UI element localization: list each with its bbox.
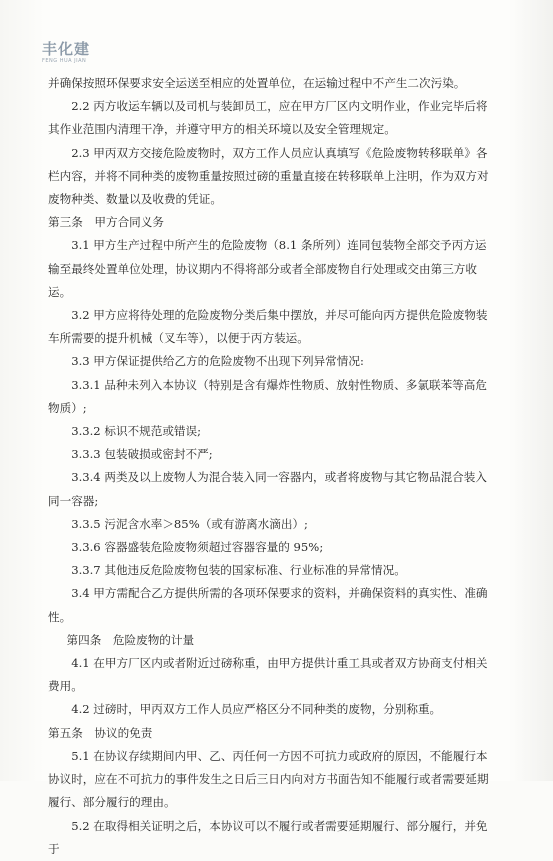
paragraph: 2.3 甲丙双方交接危险废物时，双方工作人员应认真填写《危险废物转移联单》各栏内容，并将不同种类的废物重量按照过磅的重量直接在转移联单上注明，作为双方对废物种类、数量以及收费的凭证。	[48, 145, 489, 207]
paragraph: 3.2 甲方应将待处理的危险废物分类后集中摆放，并尽可能向丙方提供危险废物装车所需要的提升机械（叉车等），以便于丙方装运。	[48, 308, 488, 346]
paragraph: 5.1 在协议存续期间内甲、乙、丙任何一方因不可抗力或政府的原因，不能履行本协议时，应在不可抗力的事件发生之日后三日内向对方书面告知不能履行或者需要延期履行、部分履行的理由。	[48, 748, 489, 810]
paragraph: 3.3 甲方保证提供给乙方的危险废物不出现下列异常情况:	[71, 354, 364, 369]
paragraph: 3.3.6 容器盛装危险废物须超过容器容量的 95%;	[71, 540, 324, 555]
paragraph: 3.4 甲方需配合乙方提供所需的各项环保要求的资料，并确保资料的真实性、准确性。	[48, 586, 488, 624]
paragraph: 4.1 在甲方厂区内或者附近过磅称重，由甲方提供计重工具或者双方协商支付相关费用。	[48, 656, 488, 694]
section-heading: 第四条 危险废物的计量	[66, 632, 195, 647]
logo-subtext: FENG HUA JIAN	[42, 58, 87, 64]
document-body	[48, 72, 496, 861]
paragraph: 3.3.3 包装破损或密封不严;	[71, 447, 213, 462]
paragraph: 3.3.5 污泥含水率＞85%（或有游离水滴出）;	[71, 516, 308, 531]
paragraph: 3.3.4 两类及以上废物人为混合装入同一容器内，或者将废物与其它物品混合装入同一容器;	[48, 470, 487, 508]
paragraph: 3.1 甲方生产过程中所产生的危险废物（8.1 条所列）连同包装物全部交予丙方运输至最终处置单位处理，协议期内不得将部分或者全部废物自行处理或交由第三方收运。	[48, 238, 487, 299]
paragraph: 3.3.7 其他违反危险废物包装的国家标准、行业标准的异常情况。	[71, 563, 406, 578]
logo-text: 丰化建	[42, 40, 91, 58]
paragraph: 并确保按照环保要求安全运送至相应的处置单位，在运输过程中不产生二次污染。	[48, 76, 466, 90]
paragraph: 5.2 在取得相关证明之后，本协议可以不履行或者需要延期履行、部分履行，并免于	[48, 818, 488, 856]
paragraph: 4.2 过磅时，甲丙双方工作人员应严格区分不同种类的废物，分别称重。	[71, 702, 442, 717]
company-logo	[42, 38, 90, 64]
paragraph: 2.2 丙方收运车辆以及司机与装卸员工，应在甲方厂区内文明作业，作业完毕后将其作业范围内清理干净，并遵守甲方的相关环境以及安全管理规定。	[48, 99, 488, 137]
section-heading: 第三条 甲方合同义务	[48, 215, 164, 230]
section-heading: 第五条 协议的免责	[48, 725, 153, 740]
paragraph: 3.3.1 品种未列入本协议（特别是含有爆炸性物质、放射性物质、多氯联苯等高危物质）;	[48, 377, 487, 415]
paragraph: 3.3.2 标识不规范或错误;	[71, 424, 202, 439]
